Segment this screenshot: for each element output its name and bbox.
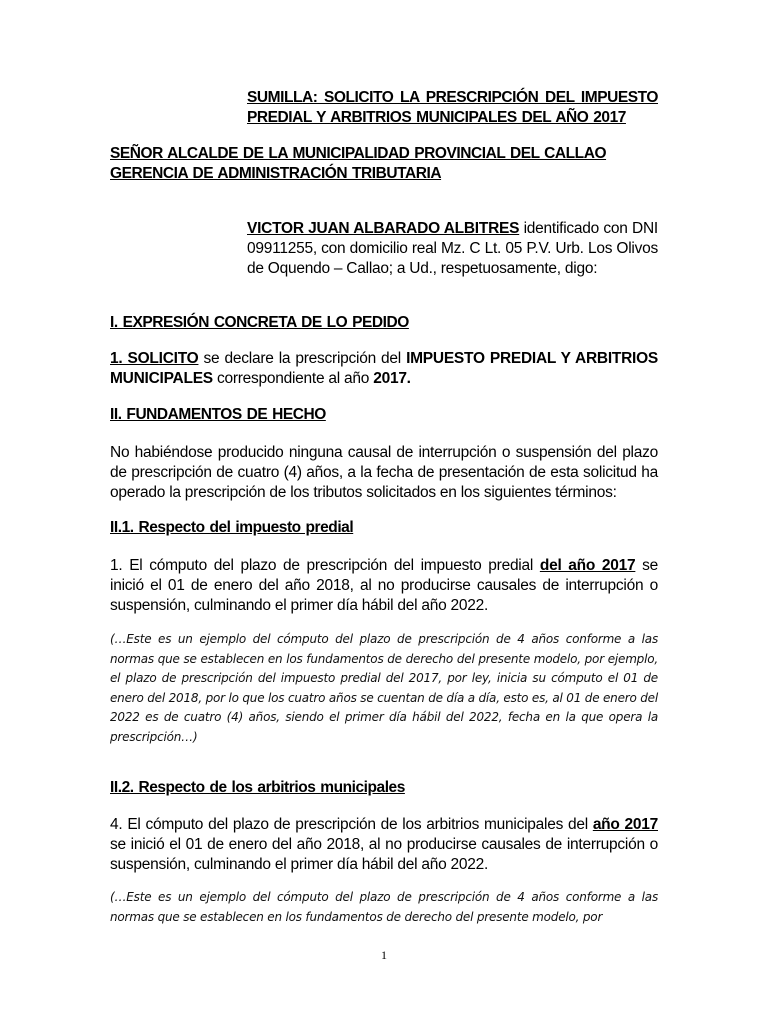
addressee-line-1: SEÑOR ALCALDE DE LA MUNICIPALIDAD PROVINCIAL DEL CALLAO bbox=[110, 145, 607, 162]
request-item-year: 2017. bbox=[373, 370, 411, 387]
addressee-line-2: GERENCIA DE ADMINISTRACIÓN TRIBUTARIA bbox=[110, 165, 442, 182]
subsection-1-example-note: (…Este es un ejemplo del cómputo del plazo de prescripción de 4 años conforme a las normas que se establecen en los fundamentos de derecho del presente modelo, por ejemplo, el plazo de prescripción del impuesto predial del 2017, por ley, inicia su cómputo el 01 de enero del 2018, por lo que los cuatro años se cuentan de día a día, esto es, al 01 de enero del 2022 es de cuatro (4) años, siendo el primer día hábil del 2022, fecha en la que opera la prescripción…) bbox=[110, 632, 658, 744]
request-item-number: 1. SOLICITO bbox=[110, 350, 199, 367]
sumilla-line-1: SUMILLA: SOLICITO LA PRESCRIPCIÓN DEL IMPUESTO bbox=[247, 89, 658, 106]
subsection-2-paragraph bbox=[110, 815, 658, 875]
subsection-2-example-note: (…Este es un ejemplo del cómputo del plazo de prescripción de 4 años conforme a las normas que se establecen en los fundamentos de derecho del presente modelo, por bbox=[110, 890, 658, 924]
page-number: 1 bbox=[381, 948, 387, 962]
subsection-1-text: 1. El cómputo del plazo de prescripción del impuesto predial bbox=[110, 557, 540, 574]
subsection-1-paragraph bbox=[110, 556, 658, 616]
subsection-2-text: 4. El cómputo del plazo de prescripción de los arbitrios municipales del bbox=[110, 816, 593, 833]
subsection-2-year: año 2017 bbox=[592, 816, 658, 833]
subsection-2-text-2: se inició el 01 de enero del año 2018, al no producirse causales de interrupción o suspensión, culminando el primer día hábil del año 2022. bbox=[110, 836, 658, 873]
requester-name: VICTOR JUAN ALBARADO ALBITRES bbox=[247, 220, 520, 237]
section-2-paragraph: No habiéndose producido ninguna causal de interrupción o suspensión del plazo de prescripción de cuatro (4) años, a la fecha de presentación de esta solicitud ha operado la prescripción de los tributos solicitados en los siguientes términos: bbox=[110, 444, 658, 501]
subsection-2-heading: II.2. Respecto de los arbitrios municipales bbox=[110, 779, 405, 796]
sumilla-line-2: PREDIAL Y ARBITRIOS MUNICIPALES DEL AÑO 2017 bbox=[247, 109, 626, 126]
request-item-text-2: correspondiente al año bbox=[212, 370, 374, 387]
subsection-1-heading: II.1. Respecto del impuesto predial bbox=[110, 519, 354, 536]
intro-text: identificado con DNI 09911255, con domicilio real Mz. C Lt. 05 P.V. Urb. Los Olivos de Oquendo – Callao; a Ud., respetuosamente, digo: bbox=[247, 220, 658, 277]
request-item-taxes: IMPUESTO PREDIAL Y ARBITRIOS MUNICIPALES bbox=[110, 350, 659, 387]
intro-paragraph bbox=[247, 219, 658, 279]
section-1-heading: I. EXPRESIÓN CONCRETA DE LO PEDIDO bbox=[110, 314, 409, 331]
subsection-1-year: del año 2017 bbox=[539, 557, 636, 574]
request-item bbox=[110, 349, 658, 389]
request-item-text: se declare la prescripción del bbox=[198, 350, 407, 367]
subsection-1-text-2: se inició el 01 de enero del año 2018, al no producirse causales de interrupción o suspensión, culminando el primer día hábil del año 2022. bbox=[110, 557, 659, 614]
section-2-heading: II. FUNDAMENTOS DE HECHO bbox=[110, 406, 326, 423]
